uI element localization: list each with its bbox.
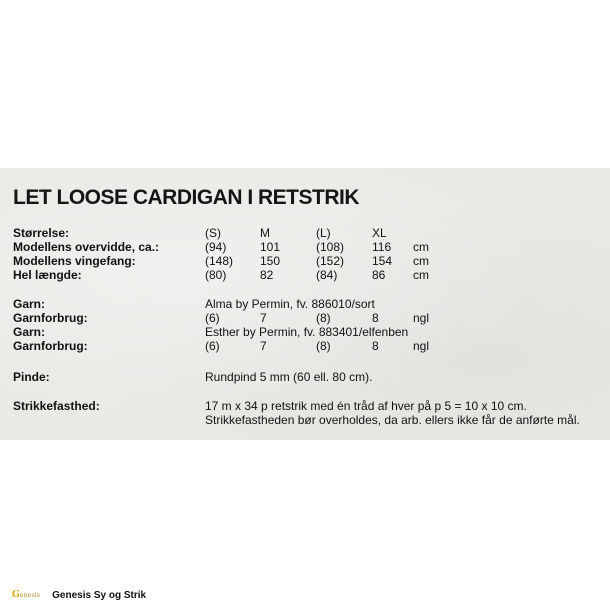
yarn-label: Garn: — [13, 297, 46, 311]
wingspan-xl: 154 — [372, 254, 393, 268]
wingspan-m: 150 — [260, 254, 281, 268]
yarn-usage-unit: ngl — [413, 311, 430, 325]
length-s: (80) — [205, 268, 227, 282]
yarn-usage-s: (6) — [205, 311, 220, 325]
yarn-usage-l: (8) — [316, 339, 331, 353]
brand-name: Genesis Sy og Strik — [52, 589, 147, 601]
gauge-label: Strikkefasthed: — [13, 399, 100, 413]
footer-branding — [12, 588, 146, 602]
bust-s: (94) — [205, 240, 227, 254]
size-m: M — [260, 226, 270, 240]
wingspan-label: Modellens vingefang: — [13, 254, 136, 268]
bust-xl: 116 — [372, 240, 392, 254]
wingspan-unit: cm — [413, 254, 429, 268]
size-row — [0, 226, 610, 240]
yarn-usage-row-2 — [0, 339, 610, 353]
bust-m: 101 — [260, 240, 281, 254]
needles-value: Rundpind 5 mm (60 ell. 80 cm). — [205, 370, 373, 384]
length-row — [0, 268, 610, 282]
yarn-label: Garn: — [13, 325, 46, 339]
yarn-usage-label: Garnforbrug: — [13, 311, 88, 325]
yarn-usage-m: 7 — [260, 311, 267, 325]
size-label: Størrelse: — [13, 226, 70, 240]
length-unit: cm — [413, 268, 429, 282]
yarn-row-1 — [0, 297, 610, 311]
yarn-usage-m: 7 — [260, 339, 267, 353]
needles-label: Pinde: — [13, 370, 50, 384]
pattern-title: LET LOOSE CARDIGAN I RETSTRIK — [13, 186, 360, 209]
length-m: 82 — [260, 268, 274, 282]
yarn-usage-l: (8) — [316, 311, 331, 325]
size-s: (S) — [205, 226, 221, 240]
bust-l: (108) — [316, 240, 345, 254]
wingspan-row — [0, 254, 610, 268]
wingspan-l: (152) — [316, 254, 345, 268]
gauge-row — [0, 399, 610, 413]
yarn-name: Alma by Permin, fv. 886010/sort — [205, 297, 375, 311]
size-xl: XL — [372, 226, 387, 240]
size-l: (L) — [316, 226, 331, 240]
yarn-usage-s: (6) — [205, 339, 220, 353]
gauge-line-1: 17 m x 34 p retstrik med én tråd af hver på p 5 = 10 x 10 cm. — [205, 399, 527, 413]
bust-unit: cm — [413, 240, 429, 254]
bust-label: Modellens overvidde, ca.: — [13, 240, 160, 254]
genesis-logo-icon: Genesis — [12, 590, 41, 600]
length-l: (84) — [316, 268, 338, 282]
yarn-usage-row-1 — [0, 311, 610, 325]
needles-row — [0, 370, 610, 384]
gauge-row-2 — [0, 413, 610, 427]
yarn-usage-xl: 8 — [372, 311, 379, 325]
wingspan-s: (148) — [205, 254, 234, 268]
yarn-row-2 — [0, 325, 610, 339]
length-xl: 86 — [372, 268, 386, 282]
bust-row — [0, 240, 610, 254]
yarn-usage-xl: 8 — [372, 339, 379, 353]
yarn-usage-unit: ngl — [413, 339, 430, 353]
length-label: Hel længde: — [13, 268, 82, 282]
yarn-name: Esther by Permin, fv. 883401/elfenben — [205, 325, 409, 339]
yarn-usage-label: Garnforbrug: — [13, 339, 88, 353]
gauge-line-2: Strikkefastheden bør overholdes, da arb. ellers ikke får de anførte mål. — [205, 413, 580, 427]
